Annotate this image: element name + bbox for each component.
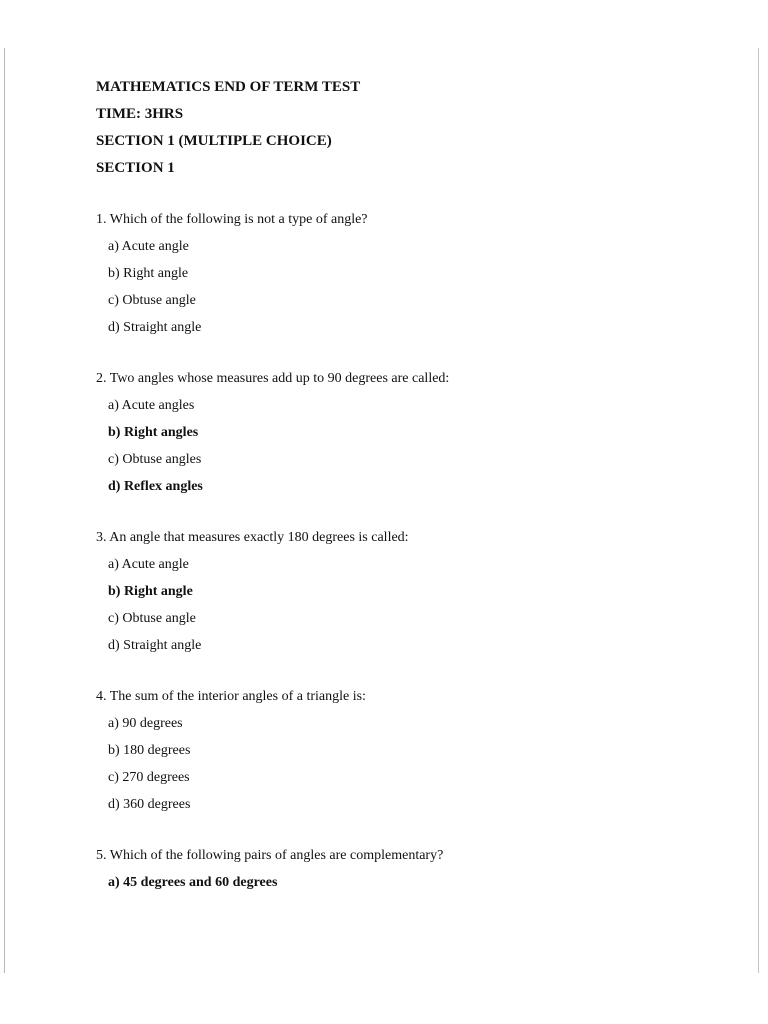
option-c: c) Obtuse angle [108, 293, 196, 308]
option-a: a) Acute angle [108, 557, 189, 572]
option-a: a) Acute angles [108, 398, 195, 413]
option-b: b) Right angles [108, 425, 199, 440]
question-3 [96, 525, 736, 659]
test-title: MATHEMATICS END OF TERM TEST [96, 79, 361, 95]
question-4 [96, 684, 736, 818]
section-subheading: SECTION 1 [96, 160, 175, 176]
option-d: d) 360 degrees [108, 797, 191, 812]
question-1 [96, 207, 736, 341]
question-stem: 2. Two angles whose measures add up to 90 degrees are called: [96, 371, 450, 386]
option-a: a) 90 degrees [108, 716, 183, 731]
test-header [96, 74, 736, 182]
option-a: a) Acute angle [108, 239, 189, 254]
question-stem: 3. An angle that measures exactly 180 degrees is called: [96, 530, 409, 545]
question-2 [96, 366, 736, 500]
option-d: d) Straight angle [108, 638, 202, 653]
option-b: b) Right angle [108, 584, 193, 599]
option-c: c) Obtuse angles [108, 452, 202, 467]
option-a: a) 45 degrees and 60 degrees [108, 875, 278, 890]
test-time: TIME: 3HRS [96, 106, 184, 122]
page-right-edge [758, 48, 759, 973]
page-left-edge [4, 48, 5, 973]
question-stem: 5. Which of the following pairs of angles are complementary? [96, 848, 444, 863]
option-b: b) 180 degrees [108, 743, 191, 758]
question-5 [96, 843, 736, 896]
option-c: c) 270 degrees [108, 770, 190, 785]
option-b: b) Right angle [108, 266, 189, 281]
option-d: d) Reflex angles [108, 479, 203, 494]
question-stem: 4. The sum of the interior angles of a triangle is: [96, 689, 366, 704]
question-stem: 1. Which of the following is not a type of angle? [96, 212, 368, 227]
option-d: d) Straight angle [108, 320, 202, 335]
section-heading: SECTION 1 (MULTIPLE CHOICE) [96, 133, 332, 149]
option-c: c) Obtuse angle [108, 611, 196, 626]
test-page [96, 74, 736, 896]
